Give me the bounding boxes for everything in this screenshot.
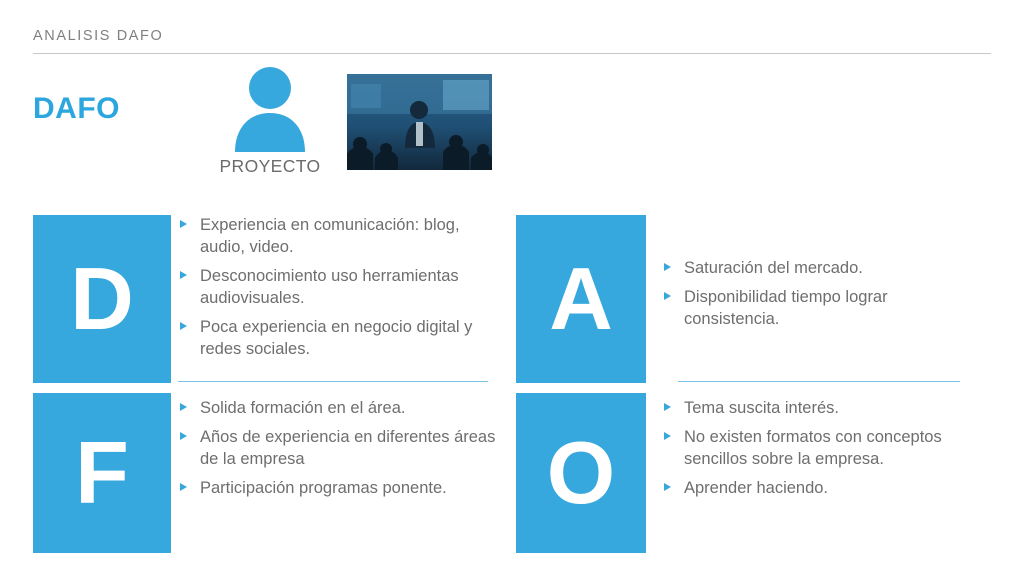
list-item [662, 427, 972, 471]
header-divider [33, 53, 991, 54]
bullet-text: Saturación del mercado. [684, 259, 863, 277]
page-title: ANALISIS DAFO [33, 28, 164, 44]
quadrant-underline-debilidades [178, 381, 488, 382]
quadrant-bullets-oportunidades [662, 398, 972, 500]
project-label: PROYECTO [219, 156, 321, 176]
speaker-presentation-photo [347, 74, 492, 170]
person-avatar-icon [229, 66, 311, 154]
quadrant-letter-o: O [516, 393, 646, 553]
list-item [178, 317, 488, 361]
brand-title: DAFO [33, 92, 120, 125]
list-item [178, 427, 498, 471]
quadrant-letter-d: D [33, 215, 171, 383]
bullet-text: Experiencia en comunicación: blog, audio, video. [200, 216, 460, 256]
list-item [662, 287, 972, 331]
bullet-text: No existen formatos con conceptos sencillos sobre la empresa. [684, 427, 942, 468]
bullet-triangle-icon [664, 292, 671, 300]
bullet-text: Desconocimiento uso herramientas audiovisuales. [200, 266, 459, 307]
quadrant-letter-f: F [33, 393, 171, 553]
bullet-text: Solida formación en el área. [200, 399, 406, 417]
list-item [178, 398, 498, 420]
bullet-triangle-icon [180, 483, 187, 491]
bullet-triangle-icon [664, 403, 671, 411]
bullet-text: Disponibilidad tiempo lograr consistencia. [684, 287, 888, 328]
bullet-text: Poca experiencia en negocio digital y redes sociales. [200, 317, 473, 358]
slide-header [33, 28, 991, 54]
bullet-triangle-icon [180, 271, 187, 279]
bullet-triangle-icon [664, 432, 671, 440]
list-item [662, 478, 972, 500]
quadrant-letter-a: A [516, 215, 646, 383]
list-item [662, 258, 972, 280]
quadrant-bullets-amenazas [662, 258, 972, 331]
quadrant-bullets-fortalezas [178, 398, 498, 500]
bullet-text: Años de experiencia en diferentes áreas de la empresa [200, 427, 496, 468]
quadrant-underline-amenazas [678, 381, 960, 382]
bullet-text: Participación programas ponente. [200, 478, 447, 497]
bullet-triangle-icon [664, 263, 671, 271]
bullet-text: Aprender haciendo. [684, 478, 829, 497]
bullet-triangle-icon [664, 483, 671, 491]
quadrant-bullets-debilidades [178, 215, 488, 361]
list-item [178, 215, 488, 259]
list-item [178, 478, 498, 500]
list-item [662, 398, 972, 420]
bullet-triangle-icon [180, 432, 187, 440]
project-block [205, 66, 335, 177]
list-item [178, 266, 488, 310]
bullet-triangle-icon [180, 403, 187, 411]
bullet-text: Tema suscita interés. [684, 399, 839, 417]
bullet-triangle-icon [180, 322, 187, 330]
bullet-triangle-icon [180, 220, 187, 228]
